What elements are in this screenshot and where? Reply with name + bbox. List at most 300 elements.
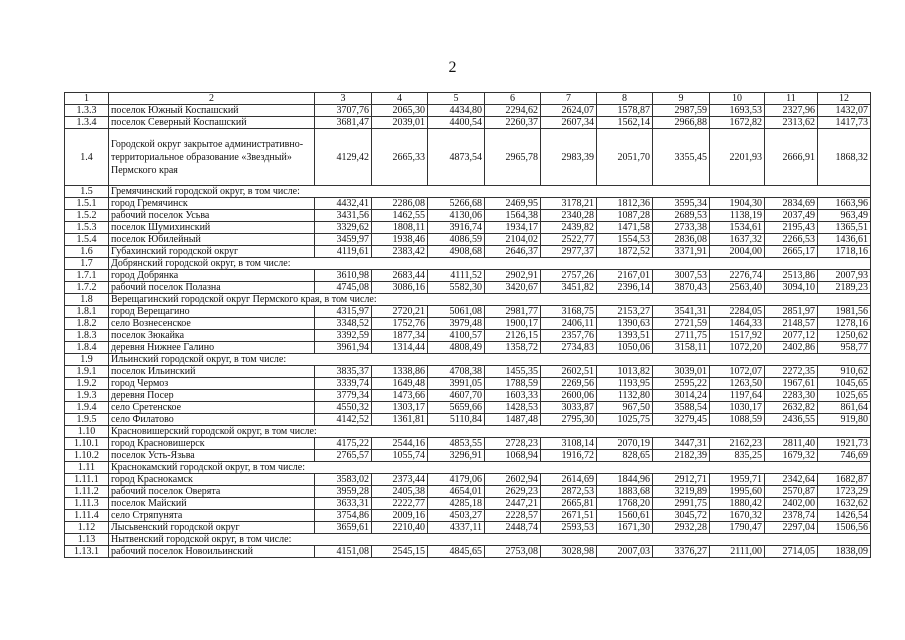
value-cell: 828,65 [597, 450, 653, 462]
value-cell: 2070,19 [597, 438, 653, 450]
value-cell: 2966,88 [653, 117, 710, 129]
table-row [65, 270, 871, 282]
value-cell: 2284,05 [710, 306, 765, 318]
value-cell: 2570,87 [765, 486, 818, 498]
value-cell: 1432,07 [818, 105, 871, 117]
value-cell: 2851,97 [765, 306, 818, 318]
value-cell: 1278,16 [818, 318, 871, 330]
value-cell: 1055,74 [372, 450, 428, 462]
value-cell: 2600,06 [541, 390, 597, 402]
table-row [65, 486, 871, 498]
value-cell: 1072,07 [710, 366, 765, 378]
row-code: 1.7.2 [65, 282, 109, 294]
section-title: Ильинский городской округ, в том числе: [109, 354, 871, 366]
value-cell: 1428,53 [485, 402, 541, 414]
value-cell: 919,80 [818, 414, 871, 426]
value-cell: 3219,89 [653, 486, 710, 498]
value-cell: 1068,94 [485, 450, 541, 462]
table-row [65, 366, 871, 378]
value-cell: 5110,84 [428, 414, 485, 426]
value-cell: 1471,58 [597, 222, 653, 234]
value-cell: 1072,20 [710, 342, 765, 354]
value-cell: 2965,78 [485, 129, 541, 186]
row-code: 1.11.3 [65, 498, 109, 510]
value-cell: 4853,55 [428, 438, 485, 450]
value-cell: 1670,32 [710, 510, 765, 522]
table-row [65, 378, 871, 390]
value-cell: 1436,61 [818, 234, 871, 246]
settlement-name: село Стряпунята [109, 510, 315, 522]
column-number-header: 4 [372, 93, 428, 105]
section-row [65, 426, 871, 438]
value-cell: 3681,47 [315, 117, 372, 129]
value-cell: 2148,57 [765, 318, 818, 330]
value-cell: 3835,37 [315, 366, 372, 378]
row-code: 1.12 [65, 522, 109, 534]
value-cell: 2607,34 [541, 117, 597, 129]
value-cell: 4129,42 [315, 129, 372, 186]
value-cell: 4179,06 [428, 474, 485, 486]
row-code: 1.13 [65, 534, 109, 546]
value-cell: 4111,52 [428, 270, 485, 282]
settlement-name: город Краснокамск [109, 474, 315, 486]
value-cell: 3754,86 [315, 510, 372, 522]
table-row [65, 129, 871, 186]
value-cell: 4607,70 [428, 390, 485, 402]
value-cell: 3588,54 [653, 402, 710, 414]
value-cell: 1464,33 [710, 318, 765, 330]
row-code: 1.7 [65, 258, 109, 270]
value-cell: 1564,38 [485, 210, 541, 222]
settlement-name: город Верещагино [109, 306, 315, 318]
settlement-name: рабочий поселок Усьва [109, 210, 315, 222]
value-cell: 3459,97 [315, 234, 372, 246]
table-row [65, 390, 871, 402]
settlement-name: село Вознесенское [109, 318, 315, 330]
settlement-name: поселок Шумихинский [109, 222, 315, 234]
value-cell: 1303,17 [372, 402, 428, 414]
value-cell: 2269,56 [541, 378, 597, 390]
value-cell: 1197,64 [710, 390, 765, 402]
value-cell: 3329,62 [315, 222, 372, 234]
value-cell: 1517,92 [710, 330, 765, 342]
value-cell: 1671,30 [597, 522, 653, 534]
table-row [65, 246, 871, 258]
value-cell: 1632,62 [818, 498, 871, 510]
value-cell: 2378,74 [765, 510, 818, 522]
value-cell: 3094,10 [765, 282, 818, 294]
settlement-name: село Филатово [109, 414, 315, 426]
value-cell: 2201,93 [710, 129, 765, 186]
table-row [65, 402, 871, 414]
value-cell: 1603,33 [485, 390, 541, 402]
value-cell: 835,25 [710, 450, 765, 462]
value-cell: 4285,18 [428, 498, 485, 510]
value-cell: 2396,14 [597, 282, 653, 294]
value-cell: 2405,38 [372, 486, 428, 498]
settlement-name: поселок Зюкайка [109, 330, 315, 342]
page-number: 2 [448, 59, 457, 76]
value-cell: 2111,00 [710, 546, 765, 558]
value-cell: 1426,54 [818, 510, 871, 522]
value-cell: 3007,53 [653, 270, 710, 282]
value-cell: 2977,37 [541, 246, 597, 258]
value-cell: 1959,71 [710, 474, 765, 486]
value-cell: 2912,71 [653, 474, 710, 486]
settlement-name: поселок Усть-Язьва [109, 450, 315, 462]
row-code: 1.8.4 [65, 342, 109, 354]
value-cell: 2406,11 [541, 318, 597, 330]
row-code: 1.6 [65, 246, 109, 258]
value-cell: 1390,63 [597, 318, 653, 330]
section-row [65, 354, 871, 366]
value-cell: 2436,55 [765, 414, 818, 426]
row-code: 1.10 [65, 426, 109, 438]
column-number-header: 3 [315, 93, 372, 105]
table-row [65, 522, 871, 534]
column-number-header: 1 [65, 93, 109, 105]
value-cell: 2294,62 [485, 105, 541, 117]
column-number-header: 8 [597, 93, 653, 105]
value-cell: 3339,74 [315, 378, 372, 390]
value-cell: 1844,96 [597, 474, 653, 486]
value-cell: 3392,59 [315, 330, 372, 342]
value-cell: 2327,96 [765, 105, 818, 117]
value-cell: 2065,30 [372, 105, 428, 117]
section-title: Верещагинский городской округ Пермского края, в том числе: [109, 294, 871, 306]
value-cell: 3707,76 [315, 105, 372, 117]
value-cell: 1358,72 [485, 342, 541, 354]
table-row [65, 105, 871, 117]
settlement-name: город Чермоз [109, 378, 315, 390]
table-row [65, 450, 871, 462]
value-cell: 3991,05 [428, 378, 485, 390]
value-cell: 2733,38 [653, 222, 710, 234]
value-cell: 2447,21 [485, 498, 541, 510]
value-cell: 1790,47 [710, 522, 765, 534]
value-cell: 2007,03 [597, 546, 653, 558]
table-row [65, 222, 871, 234]
value-cell: 1672,82 [710, 117, 765, 129]
value-cell: 2153,27 [597, 306, 653, 318]
table-row [65, 498, 871, 510]
value-cell: 2665,33 [372, 129, 428, 186]
value-cell: 1088,59 [710, 414, 765, 426]
value-cell: 1025,75 [597, 414, 653, 426]
value-cell: 1030,17 [710, 402, 765, 414]
value-cell: 2683,44 [372, 270, 428, 282]
column-number-header: 9 [653, 93, 710, 105]
value-cell: 1554,53 [597, 234, 653, 246]
value-cell: 3541,31 [653, 306, 710, 318]
value-cell: 1868,32 [818, 129, 871, 186]
value-cell: 2734,83 [541, 342, 597, 354]
value-cell: 1812,36 [597, 198, 653, 210]
value-cell: 1880,42 [710, 498, 765, 510]
value-cell: 1872,52 [597, 246, 653, 258]
value-cell: 1562,14 [597, 117, 653, 129]
settlement-name: поселок Майский [109, 498, 315, 510]
row-code: 1.11.4 [65, 510, 109, 522]
value-cell: 2757,26 [541, 270, 597, 282]
value-cell: 1877,34 [372, 330, 428, 342]
value-cell: 3959,28 [315, 486, 372, 498]
value-cell: 3158,11 [653, 342, 710, 354]
row-code: 1.8.3 [65, 330, 109, 342]
value-cell: 1455,35 [485, 366, 541, 378]
value-cell: 1752,76 [372, 318, 428, 330]
value-cell: 3583,02 [315, 474, 372, 486]
value-cell: 2593,53 [541, 522, 597, 534]
value-cell: 1649,48 [372, 378, 428, 390]
value-cell: 2595,22 [653, 378, 710, 390]
value-cell: 2373,44 [372, 474, 428, 486]
value-cell: 3420,67 [485, 282, 541, 294]
section-row [65, 294, 871, 306]
value-cell: 2272,35 [765, 366, 818, 378]
value-cell: 2297,04 [765, 522, 818, 534]
value-cell: 3045,72 [653, 510, 710, 522]
column-number-header: 7 [541, 93, 597, 105]
value-cell: 4100,57 [428, 330, 485, 342]
section-row [65, 258, 871, 270]
value-cell: 1013,82 [597, 366, 653, 378]
value-cell: 2632,82 [765, 402, 818, 414]
value-cell: 4337,11 [428, 522, 485, 534]
value-cell: 1904,30 [710, 198, 765, 210]
value-cell: 2563,40 [710, 282, 765, 294]
value-cell: 2162,23 [710, 438, 765, 450]
value-cell: 2266,53 [765, 234, 818, 246]
value-cell: 910,62 [818, 366, 871, 378]
column-number-header: 5 [428, 93, 485, 105]
value-cell: 1663,96 [818, 198, 871, 210]
value-cell: 4400,54 [428, 117, 485, 129]
value-cell: 3451,82 [541, 282, 597, 294]
value-cell: 2795,30 [541, 414, 597, 426]
settlement-name: поселок Южный Коспашский [109, 105, 315, 117]
row-code: 1.5.3 [65, 222, 109, 234]
value-cell: 4130,06 [428, 210, 485, 222]
table-row [65, 414, 871, 426]
value-cell: 2689,53 [653, 210, 710, 222]
value-cell: 3178,21 [541, 198, 597, 210]
column-number-header: 12 [818, 93, 871, 105]
value-cell: 1045,65 [818, 378, 871, 390]
value-cell: 2383,42 [372, 246, 428, 258]
value-cell: 1250,62 [818, 330, 871, 342]
value-cell: 1883,68 [597, 486, 653, 498]
value-cell: 2544,16 [372, 438, 428, 450]
value-cell: 2276,74 [710, 270, 765, 282]
value-cell: 3659,61 [315, 522, 372, 534]
row-code: 1.5.1 [65, 198, 109, 210]
value-cell: 2753,08 [485, 546, 541, 558]
value-cell: 2836,08 [653, 234, 710, 246]
settlement-name: рабочий поселок Полазна [109, 282, 315, 294]
table-row [65, 330, 871, 342]
value-cell: 4175,22 [315, 438, 372, 450]
table-row [65, 117, 871, 129]
value-cell: 1560,61 [597, 510, 653, 522]
value-cell: 2811,40 [765, 438, 818, 450]
value-cell: 2665,81 [541, 498, 597, 510]
value-cell: 3633,31 [315, 498, 372, 510]
column-number-header: 6 [485, 93, 541, 105]
value-cell: 2004,00 [710, 246, 765, 258]
value-cell: 1637,32 [710, 234, 765, 246]
value-cell: 1916,72 [541, 450, 597, 462]
value-cell: 3028,98 [541, 546, 597, 558]
value-cell: 1025,65 [818, 390, 871, 402]
value-cell: 1417,73 [818, 117, 871, 129]
value-cell: 2448,74 [485, 522, 541, 534]
value-cell: 2671,51 [541, 510, 597, 522]
value-cell: 1934,17 [485, 222, 541, 234]
table-row [65, 210, 871, 222]
value-cell: 2624,07 [541, 105, 597, 117]
value-cell: 3870,43 [653, 282, 710, 294]
row-code: 1.11 [65, 462, 109, 474]
table-row [65, 282, 871, 294]
table-row [65, 318, 871, 330]
value-cell: 2039,01 [372, 117, 428, 129]
value-cell: 1138,19 [710, 210, 765, 222]
value-cell: 3039,01 [653, 366, 710, 378]
value-cell: 2195,43 [765, 222, 818, 234]
section-title: Гремячинский городской округ, в том числе: [109, 186, 871, 198]
settlement-name: село Сретенское [109, 402, 315, 414]
value-cell: 4432,41 [315, 198, 372, 210]
value-cell: 1921,73 [818, 438, 871, 450]
value-cell: 2469,95 [485, 198, 541, 210]
value-cell: 2646,37 [485, 246, 541, 258]
value-cell: 1361,81 [372, 414, 428, 426]
value-cell: 2665,17 [765, 246, 818, 258]
tariff-table [64, 92, 871, 558]
value-cell: 2513,86 [765, 270, 818, 282]
section-row [65, 462, 871, 474]
section-row [65, 186, 871, 198]
value-cell: 1473,66 [372, 390, 428, 402]
row-code: 1.9.5 [65, 414, 109, 426]
row-code: 1.9.2 [65, 378, 109, 390]
row-code: 1.11.1 [65, 474, 109, 486]
value-cell: 2720,21 [372, 306, 428, 318]
settlement-name: поселок Ильинский [109, 366, 315, 378]
section-title: Красновишерский городской округ, в том числе: [109, 426, 871, 438]
row-code: 1.13.1 [65, 546, 109, 558]
value-cell: 3355,45 [653, 129, 710, 186]
settlement-name: деревня Посер [109, 390, 315, 402]
value-cell: 2260,37 [485, 117, 541, 129]
value-cell: 1506,56 [818, 522, 871, 534]
row-code: 1.5.4 [65, 234, 109, 246]
value-cell: 1679,32 [765, 450, 818, 462]
section-title: Краснокамский городской округ, в том числе: [109, 462, 871, 474]
value-cell: 3296,91 [428, 450, 485, 462]
value-cell: 3168,75 [541, 306, 597, 318]
row-code: 1.8.2 [65, 318, 109, 330]
settlement-name: поселок Юбилейный [109, 234, 315, 246]
value-cell: 2126,15 [485, 330, 541, 342]
table-row [65, 510, 871, 522]
row-code: 1.7.1 [65, 270, 109, 282]
value-cell: 3376,27 [653, 546, 710, 558]
row-code: 1.3.3 [65, 105, 109, 117]
value-cell: 1578,87 [597, 105, 653, 117]
value-cell: 2545,15 [372, 546, 428, 558]
row-code: 1.4 [65, 129, 109, 186]
table-row [65, 234, 871, 246]
settlement-name: деревня Нижнее Галино [109, 342, 315, 354]
value-cell: 4142,52 [315, 414, 372, 426]
value-cell: 2902,91 [485, 270, 541, 282]
value-cell: 2981,77 [485, 306, 541, 318]
value-cell: 4434,80 [428, 105, 485, 117]
value-cell: 3610,98 [315, 270, 372, 282]
value-cell: 1693,53 [710, 105, 765, 117]
value-cell: 1995,60 [710, 486, 765, 498]
value-cell: 2077,12 [765, 330, 818, 342]
row-code: 1.10.2 [65, 450, 109, 462]
value-cell: 2007,93 [818, 270, 871, 282]
value-cell: 3279,45 [653, 414, 710, 426]
row-code: 1.5.2 [65, 210, 109, 222]
value-cell: 1682,87 [818, 474, 871, 486]
value-cell: 5061,08 [428, 306, 485, 318]
value-cell: 2210,40 [372, 522, 428, 534]
value-cell: 2872,53 [541, 486, 597, 498]
value-cell: 3916,74 [428, 222, 485, 234]
value-cell: 2402,86 [765, 342, 818, 354]
value-cell: 2439,82 [541, 222, 597, 234]
value-cell: 2222,77 [372, 498, 428, 510]
value-cell: 3779,34 [315, 390, 372, 402]
value-cell: 4808,49 [428, 342, 485, 354]
value-cell: 4119,61 [315, 246, 372, 258]
value-cell: 1050,06 [597, 342, 653, 354]
value-cell: 861,64 [818, 402, 871, 414]
value-cell: 2402,00 [765, 498, 818, 510]
value-cell: 3961,94 [315, 342, 372, 354]
value-cell: 1788,59 [485, 378, 541, 390]
value-cell: 2602,94 [485, 474, 541, 486]
row-code: 1.8.1 [65, 306, 109, 318]
value-cell: 3033,87 [541, 402, 597, 414]
column-number-header: 10 [710, 93, 765, 105]
row-code: 1.3.4 [65, 117, 109, 129]
value-cell: 4873,54 [428, 129, 485, 186]
value-cell: 4315,97 [315, 306, 372, 318]
value-cell: 5582,30 [428, 282, 485, 294]
value-cell: 3108,14 [541, 438, 597, 450]
value-cell: 2602,51 [541, 366, 597, 378]
value-cell: 2714,05 [765, 546, 818, 558]
settlement-name: рабочий поселок Новоильинский [109, 546, 315, 558]
value-cell: 2834,69 [765, 198, 818, 210]
value-cell: 1723,29 [818, 486, 871, 498]
value-cell: 1534,61 [710, 222, 765, 234]
value-cell: 2721,59 [653, 318, 710, 330]
value-cell: 4908,68 [428, 246, 485, 258]
table-row [65, 306, 871, 318]
value-cell: 963,49 [818, 210, 871, 222]
value-cell: 4503,27 [428, 510, 485, 522]
row-code: 1.9 [65, 354, 109, 366]
section-title: Нытвенский городской округ, в том числе: [109, 534, 871, 546]
table-row [65, 198, 871, 210]
